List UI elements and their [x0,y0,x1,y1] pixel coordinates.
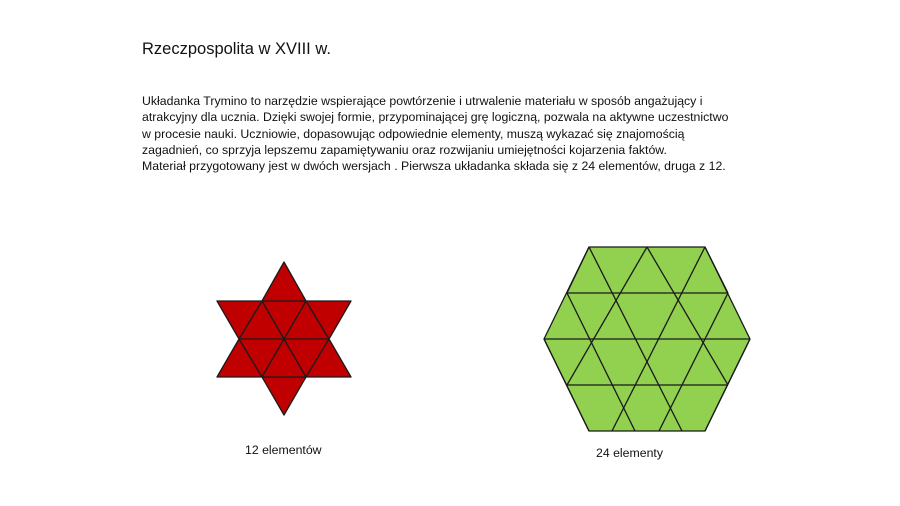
description-line: atrakcyjny dla ucznia. Dzięki swojej formie, przypominającej grę logiczną, pozwala na aktywne uczestnictwo [142,110,729,125]
slide-title: Rzeczpospolita w XVIII w. [142,40,331,58]
hexagon-puzzle-24 [544,247,750,431]
description-line: Materiał przygotowany jest w dwóch wersjach . Pierwsza układanka składa się z 24 elementów, druga z 12. [142,159,726,174]
description-line: zagadnień, co sprzyja lepszemu zapamiętywaniu oraz rozwijaniu umiejętności kojarzenia faktów. [142,142,667,157]
star-puzzle-12 [217,262,351,415]
description-line: Układanka Trymino to narzędzie wspierające powtórzenie i utrwalenie materiału w sposób angażujący i [142,94,703,108]
star-caption: 12 elementów [245,443,322,457]
hexagon-caption: 24 elementy [596,446,663,460]
description-line: w procesie nauki. Uczniowie, dopasowując odpowiednie elementy, muszą wykazać się znajomością [142,126,685,141]
